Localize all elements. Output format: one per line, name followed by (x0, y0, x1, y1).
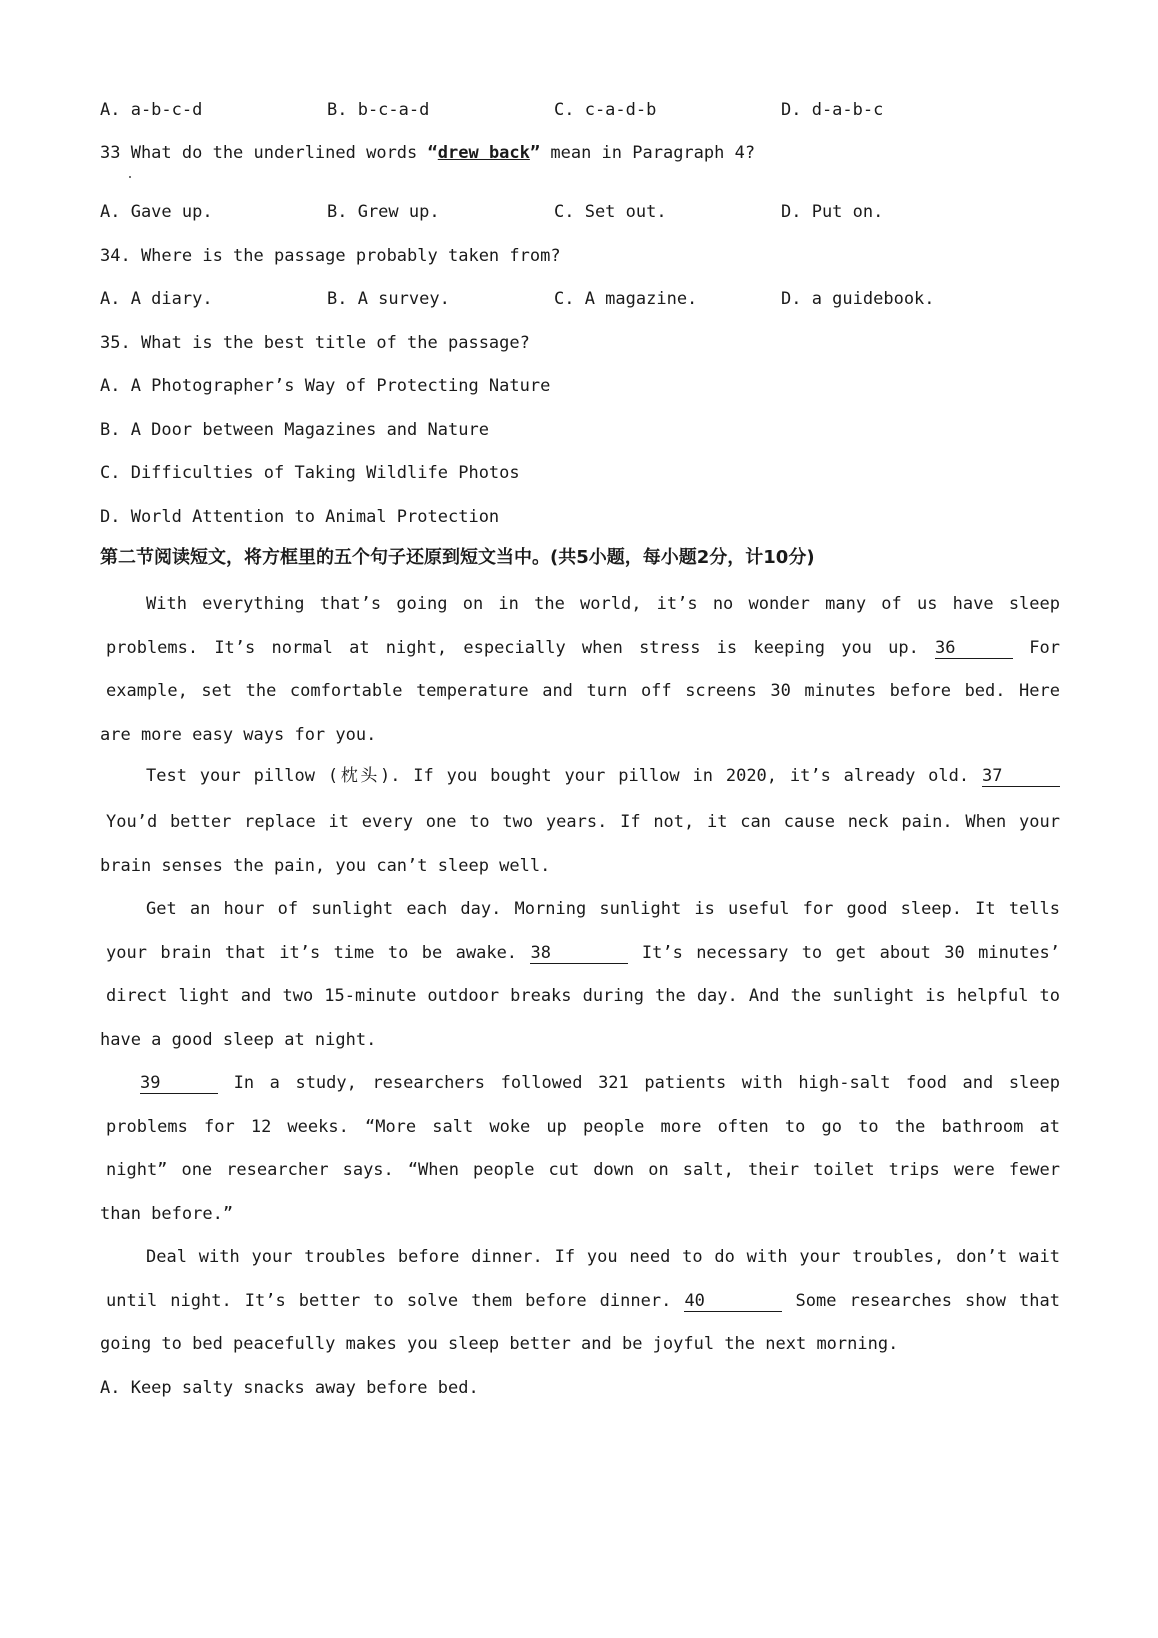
q34-stem: 34. Where is the passage probably taken from? (100, 246, 561, 266)
q32-option-d[interactable]: D. d-a-b-c (781, 100, 884, 120)
q33-stem (100, 141, 755, 165)
q32-option-c[interactable]: C. c-a-d-b (554, 100, 657, 120)
q33-option-a[interactable]: A. Gave up. (100, 202, 213, 222)
p4-line1-text: In a study, researchers followed 321 patients with high-salt food and sleep (233, 1073, 1060, 1093)
choice-a[interactable]: A. Keep salty snacks away before bed. (100, 1378, 479, 1398)
blank-38[interactable]: 38 (530, 943, 628, 964)
q35-option-c[interactable]: C. Difficulties of Taking Wildlife Photos (100, 463, 520, 483)
blank-39[interactable]: 39 (140, 1073, 218, 1094)
p5-line2-text-a: until night. It’s better to solve them before dinner. (106, 1291, 672, 1311)
q35-stem: 35. What is the best title of the passage? (100, 333, 530, 353)
p4-line4: than before.” (100, 1204, 234, 1224)
p5-line3: going to bed peacefully makes you sleep better and be joyful the next morning. (100, 1334, 899, 1354)
p1-line3: example, set the comfortable temperature and turn off screens 30 minutes before bed. Here (106, 681, 1060, 701)
q33-option-b[interactable]: B. Grew up. (327, 202, 440, 222)
q34-option-b[interactable]: B. A survey. (327, 289, 450, 309)
q34-option-c[interactable]: C. A magazine. (554, 289, 698, 309)
q33-prefix: 33 What do the underlined words (100, 143, 428, 163)
blank-36[interactable]: 36 (935, 638, 1013, 659)
q34-option-a[interactable]: A. A diary. (100, 289, 213, 309)
q32-option-b[interactable]: B. b-c-a-d (327, 100, 430, 120)
p1-line2-text-b: For (1029, 638, 1060, 658)
p3-line2-text-b: It’s necessary to get about 30 minutes’ (641, 943, 1060, 963)
q33-option-d[interactable]: D. Put on. (781, 202, 884, 222)
stray-dot-mark (129, 176, 131, 178)
q32-option-a[interactable]: A. a-b-c-d (100, 100, 203, 120)
p4-line1 (140, 1071, 1060, 1095)
p2-line3: brain senses the pain, you can’t sleep well. (100, 856, 551, 876)
p3-line3: direct light and two 15-minute outdoor breaks during the day. And the sunlight is helpful to (106, 986, 1060, 1006)
p3-line2-text-a: your brain that it’s time to be awake. (106, 943, 518, 963)
p4-line2: problems for 12 weeks. “More salt woke up people more often to go to the bathroom at (106, 1117, 1060, 1137)
p3-line1: Get an hour of sunlight each day. Morning sunlight is useful for good sleep. It tells (146, 899, 1060, 919)
q33-suffix: mean in Paragraph 4? (540, 143, 756, 163)
p3-line4: have a good sleep at night. (100, 1030, 377, 1050)
p5-line2 (106, 1289, 1060, 1313)
section2-heading: 第二节阅读短文，将方框里的五个句子还原到短文当中。(共5小题，每小题2分，计10分) (100, 547, 815, 568)
q33-close-quote: ” (529, 143, 541, 163)
q33-option-c[interactable]: C. Set out. (554, 202, 667, 222)
p1-line1: With everything that’s going on in the world, it’s no wonder many of us have sleep (146, 594, 1060, 614)
q33-underlined-phrase: drew back (437, 143, 530, 163)
p2-line1-text-a: Test your pillow (枕头). If you bought your pillow in 2020, it’s already old. (146, 766, 970, 786)
p2-line2: You’d better replace it every one to two years. If not, it can cause neck pain. When your (106, 812, 1060, 832)
q35-option-a[interactable]: A. A Photographer’s Way of Protecting Nature (100, 376, 551, 396)
p4-line3: night” one researcher says. “When people cut down on salt, their toilet trips were fewer (106, 1160, 1060, 1180)
p1-line2 (106, 636, 1060, 660)
p3-line2 (106, 941, 1060, 965)
p5-line1: Deal with your troubles before dinner. If you need to do with your troubles, don’t wait (146, 1247, 1060, 1267)
blank-40[interactable]: 40 (684, 1291, 782, 1312)
q35-option-b[interactable]: B. A Door between Magazines and Nature (100, 420, 489, 440)
p5-line2-text-b: Some researches show that (795, 1291, 1060, 1311)
q33-open-quote: “ (427, 143, 438, 163)
p1-line4: are more easy ways for you. (100, 725, 377, 745)
q35-option-d[interactable]: D. World Attention to Animal Protection (100, 507, 500, 527)
p2-line1 (146, 764, 1060, 788)
blank-37[interactable]: 37 (982, 766, 1060, 787)
p1-line2-text-a: problems. It’s normal at night, especially when stress is keeping you up. (106, 638, 919, 658)
q34-option-d[interactable]: D. a guidebook. (781, 289, 935, 309)
